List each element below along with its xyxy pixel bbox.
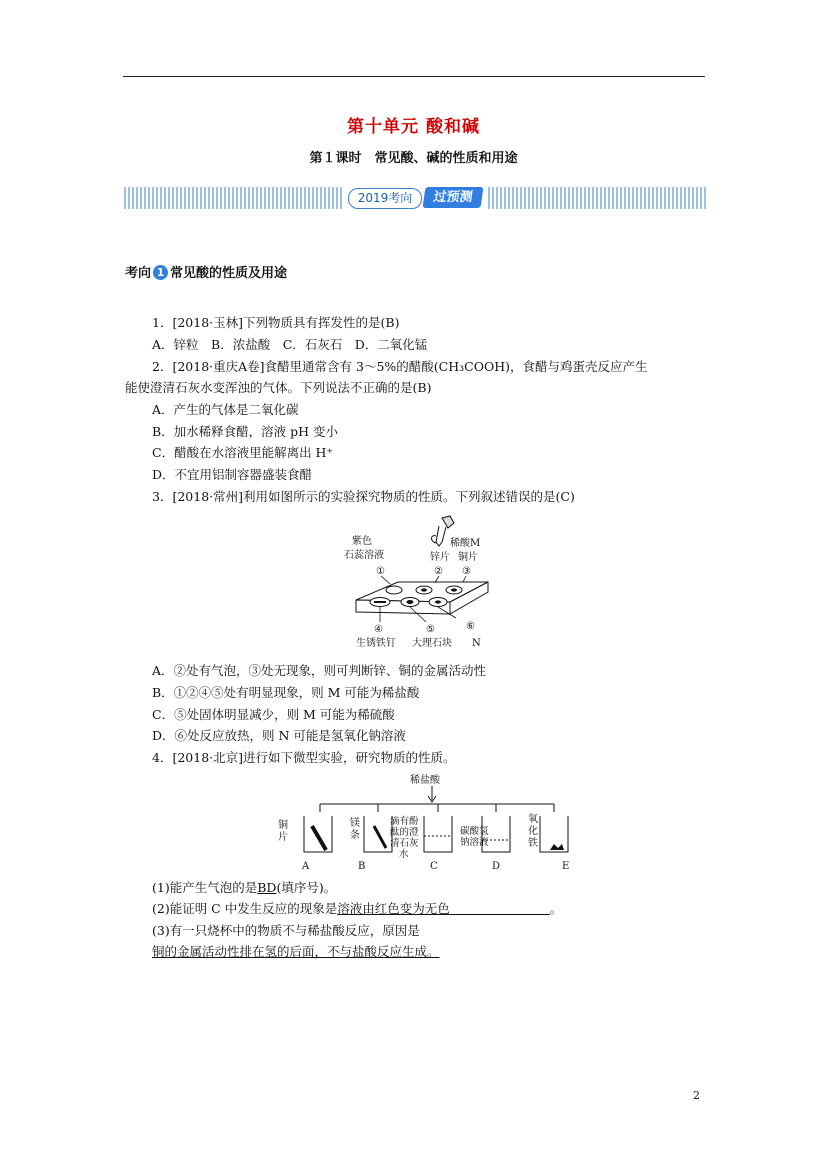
fig4-label-limewater-1: 滴有酚 bbox=[390, 816, 419, 827]
q2-stem-line1: 2．[2018·重庆A卷]食醋里通常含有 3～5%的醋酸(CH₃COOH)，食醋与鸡蛋壳反应产生 bbox=[152, 359, 648, 374]
fig4-label-nahco3-2: 钠溶液 bbox=[460, 837, 489, 848]
fig4-label-fe2o3-1: 氧 bbox=[528, 814, 538, 825]
fig4-label-mg-1: 镁 bbox=[350, 818, 360, 829]
q4-sub2: (2)能证明 C 中发生反应的现象是溶液由红色变为无色 。 bbox=[152, 901, 563, 916]
fig4-label-copper-2: 片 bbox=[278, 832, 288, 843]
q4-figure-beakers bbox=[270, 772, 584, 874]
fig4-label-e: E bbox=[562, 861, 570, 872]
section-heading bbox=[125, 262, 287, 281]
section-prefix: 考向 bbox=[125, 266, 152, 281]
fig3-label-zinc: 锌片 bbox=[430, 552, 450, 563]
page-number: 2 bbox=[693, 1089, 700, 1102]
q3-figure-spot-plate bbox=[344, 514, 490, 656]
fig3-num-2: ② bbox=[434, 566, 443, 577]
fig4-label-mg-2: 条 bbox=[350, 830, 360, 841]
q3-answer: (C) bbox=[555, 489, 575, 504]
fig4-label-copper-1: 铜 bbox=[278, 820, 288, 831]
q3-option-a: A．②处有气泡，③处无现象，则可判断锌、铜的金属活动性 bbox=[152, 663, 487, 678]
fig3-label-litmus-1: 紫色 bbox=[352, 536, 372, 547]
q4-sub1-answer: BD bbox=[257, 880, 277, 895]
fig3-label-litmus-2: 石蕊溶液 bbox=[344, 550, 384, 561]
forecast-banner bbox=[124, 185, 708, 211]
q1-options: A．锌粒 B．浓盐酸 C．石灰石 D．二氧化锰 bbox=[152, 337, 428, 352]
fig4-label-a: A bbox=[302, 861, 310, 872]
q4-sub3: (3)有一只烧杯中的物质不与稀盐酸反应，原因是 bbox=[152, 923, 420, 938]
banner-pred-label: 过预测 bbox=[423, 187, 484, 208]
fig4-label-c: C bbox=[430, 861, 438, 872]
q2-option-c: C．醋酸在水溶液里能解离出 H⁺ bbox=[152, 445, 334, 460]
fig3-label-acid-m: 稀酸M bbox=[450, 538, 481, 549]
unit-title: 第十单元 酸和碱 bbox=[347, 117, 480, 137]
fig3-num-1: ① bbox=[376, 566, 385, 577]
fig4-label-b: B bbox=[358, 861, 366, 872]
section-number: 1 bbox=[153, 265, 168, 280]
fig4-label-limewater-2: 酞的澄 bbox=[390, 827, 419, 838]
fig4-label-fe2o3-2: 化 bbox=[528, 826, 538, 837]
fig3-num-3: ③ bbox=[462, 566, 471, 577]
fig3-label-marble: 大理石块 bbox=[412, 638, 452, 649]
fig3-num-5: ⑤ bbox=[426, 624, 435, 635]
q4-sub2-answer: 溶液由红色变为无色 bbox=[337, 901, 450, 916]
q1-answer: (B) bbox=[380, 315, 400, 330]
q3-stem: 3．[2018·常州]利用如图所示的实验探究物质的性质。下列叙述错误的是(C) bbox=[152, 489, 575, 504]
q2-stem-line2: 能使澄清石灰水变浑浊的气体。下列说法不正确的是(B) bbox=[125, 380, 432, 395]
fig4-label-fe2o3-3: 铁 bbox=[528, 838, 538, 849]
q3-option-b: B．①②④⑤处有明显现象，则 M 可能为稀盐酸 bbox=[152, 685, 420, 700]
fig3-num-6: ⑥ bbox=[466, 621, 475, 632]
fig4-label-d: D bbox=[492, 861, 501, 872]
q2-option-a: A．产生的气体是二氧化碳 bbox=[152, 402, 299, 417]
lesson-title: 第１课时 常见酸、碱的性质和用途 bbox=[309, 151, 518, 166]
fig3-label-copper: 铜片 bbox=[458, 552, 478, 563]
q4-stem: 4．[2018·北京]进行如下微型实验，研究物质的性质。 bbox=[152, 750, 456, 765]
fig3-num-4: ④ bbox=[374, 624, 383, 635]
fig3-label-n: N bbox=[472, 638, 481, 649]
fig4-label-nahco3-1: 碳酸氢 bbox=[460, 826, 489, 837]
q3-option-d: D．⑥处反应放热，则 N 可能是氢氧化钠溶液 bbox=[152, 728, 406, 743]
q2-option-d: D．不宜用铝制容器盛装食醋 bbox=[152, 467, 313, 482]
fig4-label-acid: 稀盐酸 bbox=[410, 775, 440, 786]
q3-option-c: C．⑤处固体明显减少，则 M 可能为稀硫酸 bbox=[152, 707, 395, 722]
header-rule bbox=[123, 76, 705, 77]
section-title: 常见酸的性质及用途 bbox=[170, 266, 288, 281]
q2-answer: (B) bbox=[412, 380, 432, 395]
fig3-label-rusty-nail: 生锈铁钉 bbox=[356, 638, 396, 649]
q1-stem: 1．[2018·玉林]下列物质具有挥发性的是(B) bbox=[152, 315, 400, 330]
q4-sub1: (1)能产生气泡的是BD(填序号)。 bbox=[152, 880, 337, 895]
q4-sub3-answer: 铜的金属活动性排在氢的后面，不与盐酸反应生成。 bbox=[152, 944, 440, 959]
q2-option-b: B．加水稀释食醋，溶液 pH 变小 bbox=[152, 424, 339, 439]
banner-year-label: 2019考向 bbox=[348, 188, 422, 209]
fig4-label-limewater-4: 水 bbox=[399, 849, 409, 860]
fig4-label-limewater-3: 清石灰 bbox=[390, 838, 419, 849]
